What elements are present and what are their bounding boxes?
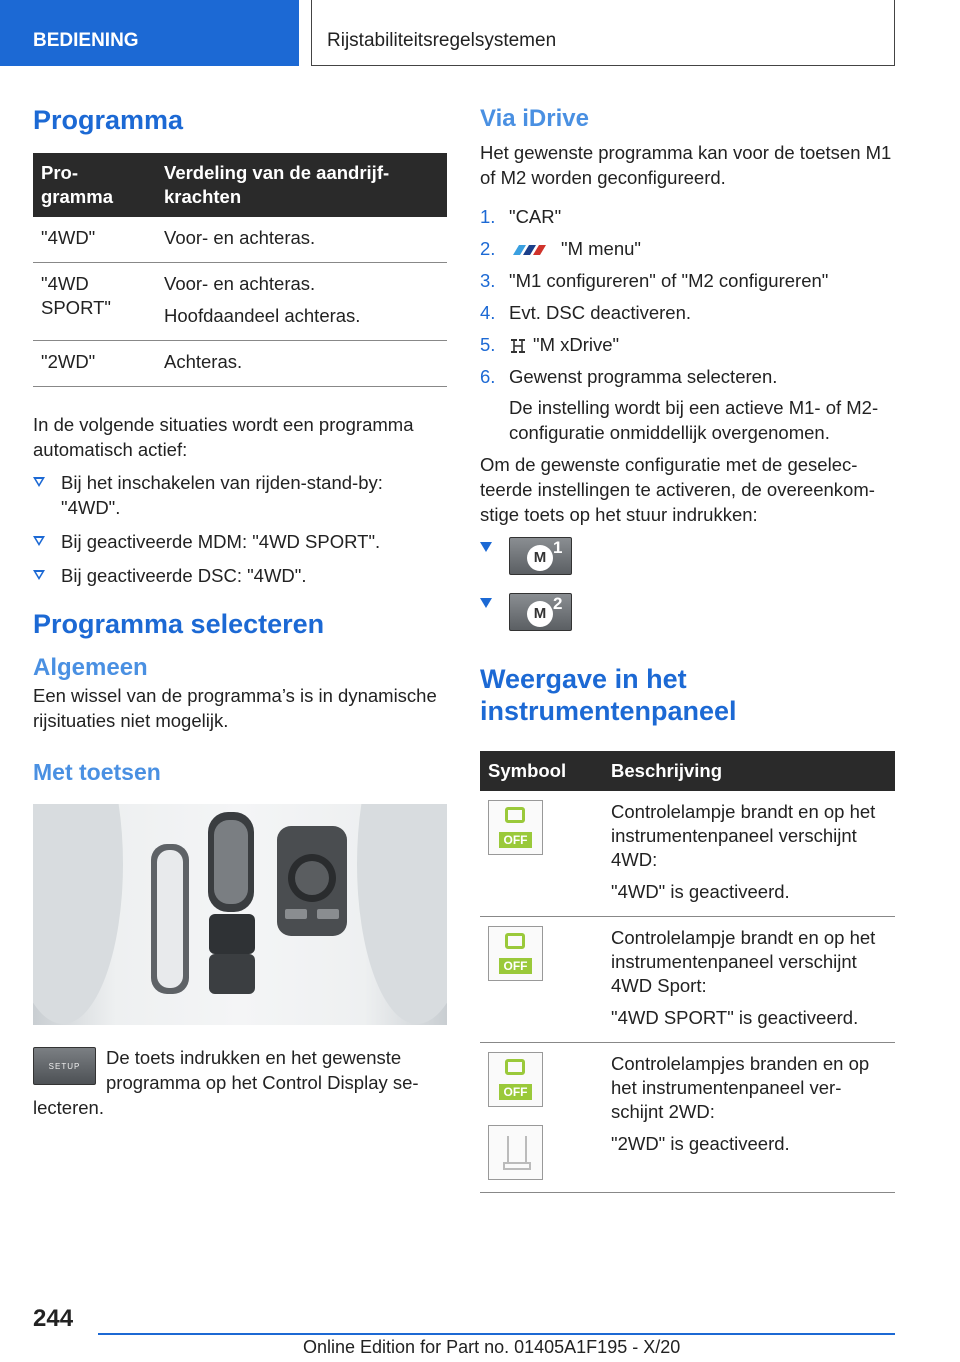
description-line: Controlelampje brandt en op het instrumentenpaneel verschijnt 4WD: <box>611 801 876 870</box>
distribution-line: Achteras. <box>164 351 243 372</box>
list-item <box>480 204 895 229</box>
m-letter: M <box>527 545 553 571</box>
footer-edition: Online Edition for Part no. 01405A1F195 - X/20 <box>303 1337 681 1357</box>
4wd-lamp-icon <box>488 800 543 855</box>
table-row <box>480 1043 895 1193</box>
algemeen-text: Een wissel van de programma’s is in dynamische rijsituaties niet mogelijk. <box>33 685 437 731</box>
m2-key-row <box>480 593 895 635</box>
center-console-photo <box>33 804 447 1025</box>
list-item-text: Bij het inschakelen van rijden-stand-by: "4WD". <box>61 472 383 518</box>
distribution-line: Voor- en achteras. <box>164 273 316 294</box>
step-text: Gewenst programma selecteren. <box>509 366 778 387</box>
list-item-text: Bij geactiveerde MDM: "4WD SPORT". <box>61 531 381 552</box>
distribution-cell <box>156 263 447 341</box>
program-table <box>33 153 447 387</box>
table-row <box>33 341 447 387</box>
right-column <box>480 104 895 1193</box>
section-tab <box>0 0 299 66</box>
step-number: 2. <box>480 238 496 259</box>
step-text: "CAR" <box>509 206 562 227</box>
step-text: Evt. DSC deactiveren. <box>509 302 691 323</box>
program-cell: "2WD" <box>33 341 156 387</box>
list-item <box>480 268 895 293</box>
setup-key-icon: SETUP <box>33 1047 96 1085</box>
triangle-bullet-icon <box>33 536 45 546</box>
symbol-cell <box>480 1043 603 1193</box>
section-label: BEDIENING <box>33 30 139 51</box>
description-cell <box>603 1043 895 1193</box>
symbol-cell <box>480 791 603 917</box>
console-illustration <box>33 804 447 1025</box>
program-cell: "4WD SPORT" <box>33 263 156 341</box>
4wd-sport-lamp-icon <box>488 926 543 981</box>
description-line: Controlelampje brandt en op het instrumentenpaneel verschijnt 4WD Sport: <box>611 927 876 996</box>
program-cell: "4WD" <box>33 217 156 263</box>
m1-key-icon <box>509 537 572 575</box>
symbol-table-header-symbol: Symbool <box>480 751 603 791</box>
lamp-body-icon <box>505 807 525 823</box>
description-line: "4WD" is geactiveerd. <box>611 881 790 902</box>
distribution-line: Hoofdaandeel achteras. <box>164 305 361 326</box>
m1-key-row <box>480 537 895 579</box>
drive-base-icon <box>503 1162 531 1170</box>
program-table-header-distribution: Verdeling van de aandrijf- krachten <box>156 153 447 217</box>
heading-programma-selecteren: Programma selecteren <box>33 609 325 639</box>
heading-programma: Programma <box>33 105 184 135</box>
idrive-steps <box>480 204 895 445</box>
m2-key-icon <box>509 593 572 631</box>
footer-divider <box>98 1333 895 1335</box>
m-letter: M <box>527 601 553 627</box>
toetsen-paragraph <box>33 1045 447 1120</box>
step-text: "M1 configureren" of "M2 configureren" <box>509 270 829 291</box>
description-cell <box>603 791 895 917</box>
list-item <box>33 529 447 554</box>
heading-weergave: Weergave in het instrumentenpaneel <box>480 664 737 726</box>
lamp-body-icon <box>505 933 525 949</box>
list-item <box>480 236 895 261</box>
triangle-bullet-icon <box>33 477 45 487</box>
description-line: Controlelampjes branden en op het instrumentenpaneel ver-schijnt 2WD: <box>611 1053 870 1122</box>
list-item <box>480 332 895 357</box>
symbol-cell <box>480 917 603 1043</box>
list-item <box>33 470 447 520</box>
lamp-body-icon <box>505 1059 525 1075</box>
step-number: 6. <box>480 366 496 387</box>
off-label: OFF <box>499 832 532 848</box>
auto-bullet-list <box>33 470 447 588</box>
triangle-bullet-icon <box>480 542 492 552</box>
step-number: 4. <box>480 302 496 323</box>
step-number: 5. <box>480 334 496 355</box>
page-number: 244 <box>33 1305 74 1332</box>
symbol-table-header-description: Beschrijving <box>603 751 895 791</box>
chapter-label: Rijstabiliteitsregelsystemen <box>327 30 557 51</box>
table-row <box>33 217 447 263</box>
distribution-line: Voor- en achteras. <box>164 227 316 248</box>
off-label: OFF <box>499 1084 532 1100</box>
idrive-intro-text: Het gewenste programma kan voor de toetsen M1 of M2 worden geconfigureerd. <box>480 142 892 188</box>
list-item <box>33 563 447 588</box>
list-item <box>480 300 895 325</box>
chapter-tab <box>311 0 895 66</box>
auto-intro-text: In de volgende situaties wordt een programma automatisch actief: <box>33 414 414 460</box>
symbol-table <box>480 751 895 1193</box>
activate-text: Om de gewenste configuratie met de geselec-teerde instellingen te activeren, de overeenkom-stige toets op het stuur indrukken: <box>480 454 875 525</box>
m-number: 1 <box>553 538 563 557</box>
description-line: "4WD SPORT" is geactiveerd. <box>611 1007 859 1028</box>
heading-met-toetsen: Met toetsen <box>33 759 161 785</box>
table-row <box>480 917 895 1043</box>
step-number: 1. <box>480 206 496 227</box>
step-text: "M xDrive" <box>533 334 620 355</box>
step-number: 3. <box>480 270 496 291</box>
distribution-cell <box>156 341 447 387</box>
program-table-header-program: Pro- gramma <box>33 153 156 217</box>
2wd-lamp-icon <box>488 1052 543 1107</box>
distribution-cell <box>156 217 447 263</box>
xdrive-icon <box>509 337 527 355</box>
drive-axle-icon <box>507 1136 527 1162</box>
table-row <box>33 263 447 341</box>
description-line: "2WD" is geactiveerd. <box>611 1133 790 1154</box>
heading-via-idrive: Via iDrive <box>480 105 589 132</box>
table-row <box>480 791 895 917</box>
2wd-drive-icon <box>488 1125 543 1180</box>
triangle-bullet-icon <box>33 570 45 580</box>
step-text: "M menu" <box>561 238 641 259</box>
step6-note: De instelling wordt bij een actieve M1- of M2-configuratie onmiddellijk overgenomen. <box>509 397 879 443</box>
toetsen-text: De toets indrukken en het gewenste programma op het Control Display se-lecteren. <box>33 1047 419 1118</box>
m-number: 2 <box>553 594 563 613</box>
m-stripes-icon <box>509 243 553 257</box>
left-column <box>33 104 447 1120</box>
description-cell <box>603 917 895 1043</box>
off-label: OFF <box>499 958 532 974</box>
page-header <box>0 0 960 66</box>
heading-algemeen: Algemeen <box>33 654 148 681</box>
list-item-text: Bij geactiveerde DSC: "4WD". <box>61 565 307 586</box>
list-item <box>480 364 895 445</box>
triangle-bullet-icon <box>480 598 492 608</box>
